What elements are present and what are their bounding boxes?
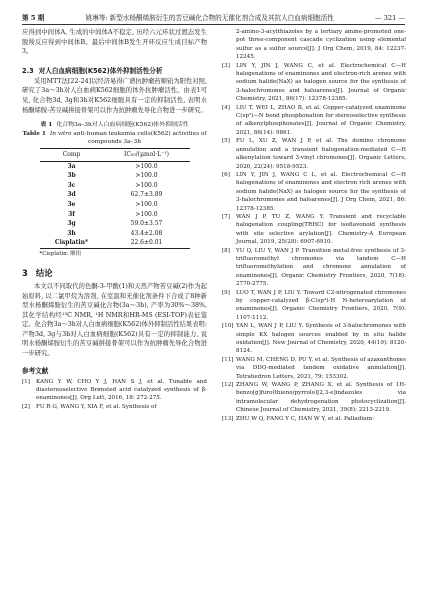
reference-number: [12] (222, 382, 234, 389)
reference-number: [7] (222, 213, 230, 220)
table-cell-ic50: 22.6±0.01 (130, 239, 163, 247)
reference-item (222, 137, 406, 171)
reference-item (222, 322, 406, 356)
table-cell-compound: Cisplatin* (54, 239, 89, 247)
reference-text: WAN J P, TU Z, WANG Y. Transient and recyclable halogenation coupling(TRHC) for isoflavonoid synthesis with site selective arylation[J]. Chemistry-A European Journal, 2019, 25(28): 6907-6910. (236, 213, 406, 246)
reference-number: [5] (222, 138, 230, 145)
reference-text: 2-amino-3-acylthiazoles by a tertiary amine-promoted one-pot three-component cascade cyclization using elemental sulfur as a sulfur source[J]. J Org Chem, 2019, 84: 12237-12245. (236, 29, 406, 61)
reference-number: [10] (222, 323, 234, 330)
table-cell-ic50: >100.0 (135, 162, 158, 170)
table-row (40, 229, 190, 239)
reference-item (222, 62, 406, 104)
table-cell-compound: 3f (68, 210, 75, 218)
reference-number: [11] (222, 356, 234, 363)
table-cell-compound: 3d (67, 191, 76, 199)
table-cell-ic50: >100.0 (135, 181, 158, 189)
table-row (40, 190, 190, 200)
section-title: 结论 (35, 267, 53, 278)
table-row (40, 219, 190, 229)
reference-item (22, 403, 207, 411)
reference-item (222, 381, 406, 415)
issue-number: 第 5 期 (22, 14, 45, 22)
right-column (222, 28, 406, 599)
reference-item (222, 104, 406, 138)
table-row (40, 171, 190, 181)
reference-text: LUO T, WAN J P, LIU Y. Toward C2-nitrogenated chromones by copper-catalyzed β-C(sp³)-H N-heteroarylation of enaminones[J]. Organic Chemistry Frontiers, 2020, 7(9): 1107-1112. (236, 289, 406, 321)
reference-item (222, 356, 406, 381)
table-header-row (40, 148, 190, 161)
reference-text: LIU T, WEI L, ZHAO B, et al. Copper-catalyzed enaminone C(sp²)—N bond phosphonation for stereoselective synthesis of alkenylphosphonates[J]. Journal of Organic Chemistry, 2021, 86(14): 9861. (236, 104, 406, 136)
left-column (22, 28, 207, 599)
reference-item (222, 247, 406, 289)
table-caption-cn (22, 121, 207, 129)
section-number: 3 (22, 267, 28, 278)
reference-text: ZHANG W, WANG P, ZHANG X, et al. Synthesis of 1H-benzo[g]furo(thieno/pyrrolo)[2,3-e]indazoles via intramolecular dehydrogenation photocyclization[J]. Chinese Journal of Chemistry, 2021, 39(8): 2213-2219. (236, 382, 406, 414)
article-running-title: 姚琳等: 新型水杨酮烯胺衍生的苦豆碱化合物的无催化剂合成及其抗人白血病细胞活性 (85, 14, 334, 22)
reference-text: LIN Y, JIN J, WANG C, et al. Electrochemical C—H halogenations of enaminones and electron-rich arenes with sodium halide(NaX) as halogen source for the synthesis of 3-halochromones and haloarenes[J]. Journal of Organic Chemistry, 2021, 86(17): 12378-12385. (236, 62, 406, 103)
page-number: — 321 — (375, 14, 405, 22)
table-row (40, 161, 190, 171)
table-header-compound: Comp (40, 148, 104, 161)
reference-number: [9] (222, 289, 230, 296)
table-cell-compound: 3a (67, 162, 76, 170)
table-caption-en-italic: In vitro (49, 130, 72, 137)
table-cell-ic50: >100.0 (135, 200, 158, 208)
activity-paragraph: 采用MTT法[22-24]以经济易得广谱抗肿瘤药顺铂为阳性对照, 研究了3a～3h对人白血病K562细胞的体外抗肿瘤活性。由表1可见, 化合物3d, 3g和3h对K562细胞具有一定的抑制活性, 表明水杨酮烯胺-苦豆碱拼接骨架可以作为抗肿瘤先导化合物进一步研究。 (22, 77, 207, 114)
reference-text: KANG Y W, CHO Y J, HAN S J, et al. Tunable and diastereoselective Brønsted acid catalyzed synthesis of β-enaminones[J]. Org Lett, 2016, 18: 272-275. (36, 378, 207, 402)
table-row (40, 238, 190, 248)
intro-paragraph: 应得到中间体A, 生成的中间体A不稳定, 历经六元环状过渡态发生脱羧反应得到中间体B。最后中间体B发生开环反应生成目标产物3。 (22, 29, 207, 56)
header-rule (22, 24, 405, 25)
table-cell-ic50: 59.0±3.57 (130, 220, 163, 228)
table-row (40, 200, 190, 210)
table-caption-en (22, 130, 207, 146)
ic50-table (40, 148, 190, 249)
table-cell-compound: 3c (67, 181, 76, 189)
reference-number: [3] (222, 62, 230, 69)
table-cell-compound: 3b (67, 172, 76, 180)
table-cell-ic50: 62.7±3.89 (130, 191, 163, 199)
reference-number: [13] (222, 415, 234, 422)
reference-number: [1] (22, 378, 30, 385)
reference-item (222, 415, 406, 423)
table-cell-compound: 3g (67, 220, 76, 228)
table-caption-cn-text: 化合物3a–3h对人白血病细胞(K562)体外抑制活性 (56, 122, 189, 129)
table-cell-ic50: >100.0 (135, 210, 158, 218)
table-label-cn: 表 1 (40, 121, 53, 129)
reference-text: LIN Y, JIN J, WANG C L, et al. Electrochemical C—H halogenations of enaminones and electron rich arenes with sodium halide(NaX) as halogen source for the synthesis of 3-halochromones and haloarenes[J]. J Org Chem, 2021, 86: 12378-12385. (236, 171, 406, 212)
table-footnote: *Cisplatin: 顺铂 (39, 250, 81, 257)
reference-item (222, 289, 406, 323)
table-cell-compound: 3h (67, 229, 76, 237)
reference-item (222, 213, 406, 247)
reference-number: [6] (222, 171, 230, 178)
reference-number: [4] (222, 104, 230, 111)
table-cell-compound: 3e (67, 200, 76, 208)
subsection-number: 2.3 (22, 66, 34, 75)
reference-text: ZHU W Q, FANG Y C, HAN W Y, et al. Palladium- (236, 415, 374, 422)
reference-number: [2] (22, 403, 30, 410)
reference-text: FU L, XU Z, WAN J P, et al. The domino chromone annulation and a transient halogenation-mediated C—H alkenylation toward 3-vinyl chromones[J]. Organic Letters, 2020, 22(24): 9518-9523. (236, 138, 406, 170)
reference-text: WANG M, CHENG D, PU Y, et al. Synthesis of azaxanthones via DDQ-mediated tandem oxidative annulation[J]. Tetrahedron Letters, 2021, 79: 153302. (236, 356, 406, 380)
table-caption-en-text: anti-human leukemia cells(K562) activities of compounds 3a–3h (73, 130, 207, 145)
reference-number: [8] (222, 247, 230, 254)
table-cell-ic50: 43.4±2.08 (130, 229, 163, 237)
conclusion-paragraph: 本文以不同取代的色酮-3-甲酸(1)和天然产物苦豆碱(2)作为起始原料, 以二氯甲烷为溶剂, 在室温和无催化剂条件下合成了8种新型水杨酮烯胺衍生的苦豆碱化合物(3a～3h), 产率为30%～38%, 其化学结构经¹³C NMR, ¹H NMR和HR-MS (ESI-TOF)表征鉴定。化合物3a～3h对人白血病细胞(K562)体外抑制活性结果表明: 产物3d, 3g与3h对人白血病细胞(K562)具有一定的抑制能力, 说明水杨酮烯胺衍生的苦豆碱拼接骨架可以作为抗肿瘤先导化合物进一步研究。 (22, 282, 207, 358)
references-heading: 参考文献 (22, 366, 49, 375)
reference-text: FU R G, WANG Y, XIA F, et al. Synthesis of (36, 403, 157, 410)
table-cell-ic50: >100.0 (135, 172, 158, 180)
reference-item (22, 378, 207, 403)
table-row (40, 181, 190, 191)
reference-text: YAN L, WAN J P, LIU Y. Synthesis of 3-halochromones with simple KX halogen sources enabled by in situ halide oxidation[J]. New Journal of Chemistry, 2020, 44(19): 8120-8124. (236, 323, 406, 355)
conclusion-heading (22, 268, 207, 279)
table-header-ic50: IC₅₀/(μmol·L⁻¹) (104, 148, 190, 161)
reference-item (222, 171, 406, 213)
table-label-en: Table 1 (22, 130, 46, 137)
running-header (22, 8, 405, 22)
table-row (40, 210, 190, 220)
reference-text: YU Q, LIU Y, WAN J P. Transition metal-free synthesis of 3-trifluoromethyl chromones via tandem C—H trifluoromethylation and chromone annulation of enaminones[J]. Organic Chemistry Frontiers, 2020, 7(18): 2770-2775. (236, 247, 406, 288)
reference-continuation (222, 28, 406, 62)
subsection-heading (22, 66, 207, 76)
subsection-title: 对人白血病细胞(K562)体外抑制活性分析 (38, 66, 163, 75)
